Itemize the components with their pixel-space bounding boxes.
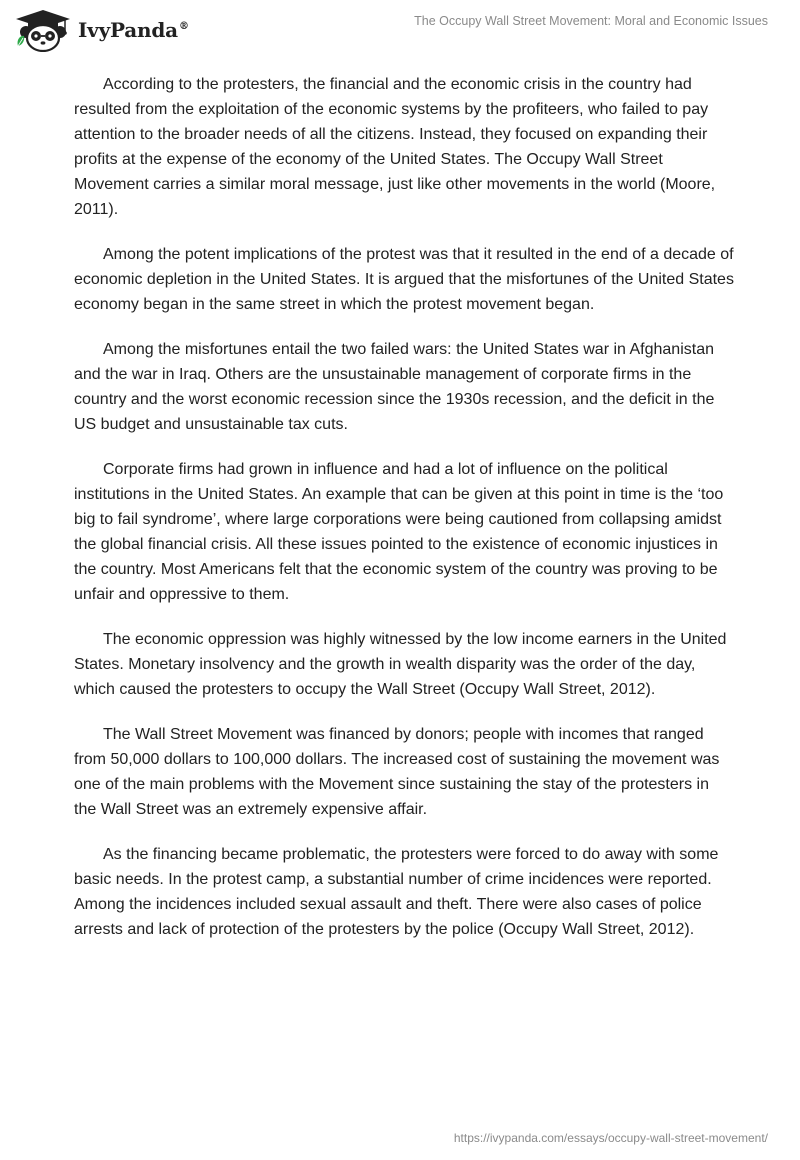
paragraph: According to the protesters, the financial and the economic crisis in the country had resulted from the exploitation of the economic systems by the profiteers, who failed to pay attention to the broader needs of all the citizens. Instead, they focused on expanding their profits at the expense of the economy of the United States. The Occupy Wall Street Movement carries a similar moral message, just like other movements in the world (Moore, 2011). — [74, 76, 716, 218]
brand-name: IvyPanda® — [78, 18, 189, 42]
brand-logo[interactable] — [14, 8, 189, 52]
registered-mark: ® — [178, 21, 189, 33]
paragraph: The economic oppression was highly witnessed by the low income earners in the United States. Monetary insolvency and the growth in wealth disparity was the order of the day, which caused the protesters to occupy the Wall Street (Occupy Wall Street, 2012). — [74, 631, 727, 698]
essay-body — [74, 72, 734, 962]
paragraph: Among the potent implications of the protest was that it resulted in the end of a decade of economic depletion in the United States. It is argued that the misfortunes of the United States economy began in the same street in which the protest movement began. — [74, 246, 734, 313]
paragraph: As the financing became problematic, the protesters were forced to do away with some basic needs. In the protest camp, a substantial number of crime incidences were reported. Among the incidences included sexual assault and theft. There were also cases of police arrests and lack of protection of the protesters by the police (Occupy Wall Street, 2012). — [74, 846, 719, 938]
source-url[interactable]: https://ivypanda.com/essays/occupy-wall-street-movement/ — [453, 1131, 768, 1145]
paragraph: The Wall Street Movement was financed by donors; people with incomes that ranged from 50,000 dollars to 100,000 dollars. The increased cost of sustaining the movement was one of the main problems with the Movement since sustaining the stay of the protesters in the Wall Street was an extremely expensive affair. — [74, 726, 720, 818]
panda-graduate-icon — [14, 8, 72, 52]
document-title: The Occupy Wall Street Movement: Moral and Economic Issues — [414, 14, 768, 28]
paragraph: Among the misfortunes entail the two failed wars: the United States war in Afghanistan and the war in Iraq. Others are the unsustainable management of corporate firms in the country and the worst economic recession since the 1930s recession, and the deficit in the US budget and unsustainable tax cuts. — [74, 341, 715, 433]
paragraph: Corporate firms had grown in influence and had a lot of influence on the political institutions in the United States. An example that can be given at this point in time is the ‘too big to fail syndrome’, where large corporations were being cautioned from collapsing amidst the global financial crisis. All these issues pointed to the existence of economic injustices in the country. Most Americans felt that the economic system of the country was proving to be unfair and oppressive to them. — [74, 461, 724, 603]
page-header — [0, 0, 800, 60]
